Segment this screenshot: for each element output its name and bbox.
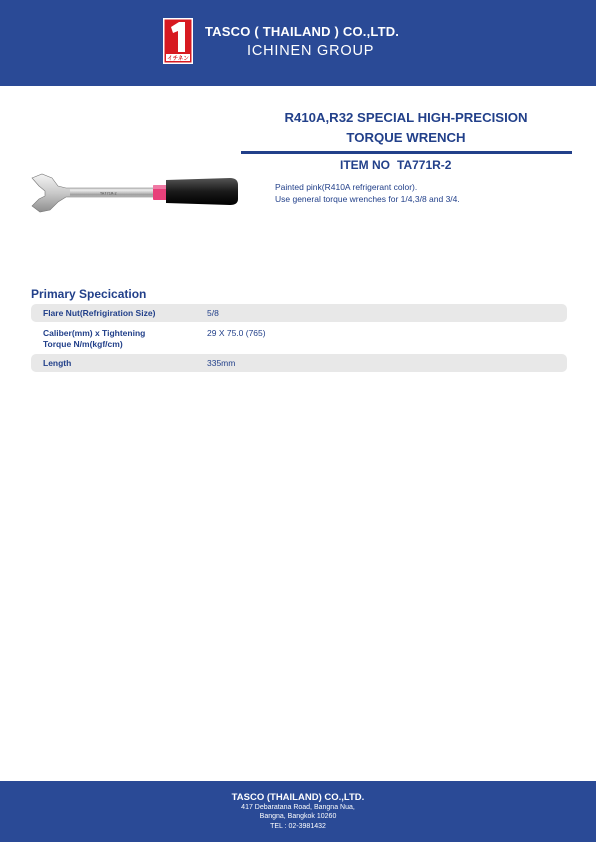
svg-text:TA771R-2: TA771R-2 [100, 191, 117, 196]
spec-value: 5/8 [207, 308, 219, 318]
product-title-line1: R410A,R32 SPECIAL HIGH-PRECISION [284, 110, 528, 125]
title-divider [241, 151, 572, 154]
spec-label-line2: Torque N/m(kgf/cm) [43, 338, 123, 349]
footer [0, 781, 596, 842]
spec-value: 335mm [207, 358, 236, 368]
header-banner [0, 0, 596, 86]
spec-value: 29 X 75.0 (765) [207, 328, 266, 338]
item-number-label: ITEM NO [340, 158, 390, 172]
description-line2: Use general torque wrenches for 1/4,3/8 and 3/4. [275, 193, 460, 204]
spec-label: Length [43, 358, 72, 368]
product-title-line2: TORQUE WRENCH [346, 130, 466, 145]
company-name: TASCO ( THAILAND ) CO.,LTD. [205, 24, 400, 39]
footer-address-line2: Bangna, Bangkok 10260 [259, 813, 337, 820]
spec-row-length [31, 354, 567, 372]
group-name: ICHINEN GROUP [247, 43, 375, 59]
ichinen-logo [163, 18, 193, 64]
description-line1: Painted pink(R410A refrigerant color). [275, 182, 418, 192]
item-number-code: TA771R-2 [397, 158, 452, 172]
item-number [340, 158, 451, 172]
product-title [240, 108, 572, 148]
torque-wrench-image [30, 170, 240, 214]
footer-company: TASCO (THAILAND) CO.,LTD. [231, 792, 365, 803]
product-description [275, 182, 460, 205]
footer-phone: TEL : 02-3981432 [270, 823, 326, 830]
spec-label-line1: Caliber(mm) x Tightening [43, 328, 146, 338]
svg-text:イチネン: イチネン [167, 56, 189, 62]
spec-heading: Primary Specication [31, 287, 147, 301]
spec-row-flare-nut [31, 304, 567, 322]
spec-row-caliber [31, 324, 567, 352]
spec-label [43, 328, 145, 349]
footer-address-line1: 417 Debaratana Road, Bangna Nua, [241, 804, 355, 811]
spec-label: Flare Nut(Refrigiration Size) [43, 308, 156, 318]
